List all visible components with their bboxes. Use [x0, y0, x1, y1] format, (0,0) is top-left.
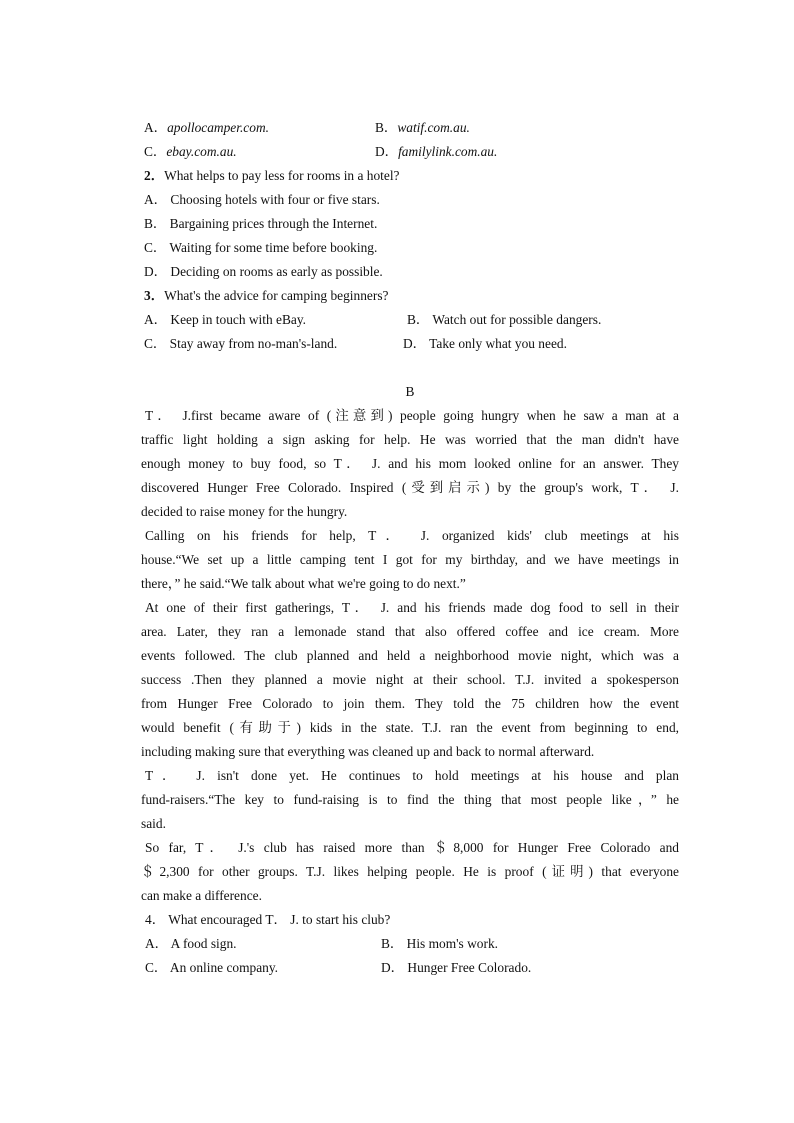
q4-option-d: D． Hunger Free Colorado. — [381, 960, 532, 975]
passage-line: So far, T． J.'s club has raised more than ＄8,000 for Hunger Free Colorado and — [145, 840, 679, 855]
q2-option-d: D． Deciding on rooms as early as possible. — [144, 264, 383, 279]
passage-line: house.“We set up a little camping tent I got for my birthday, and we have meetings in — [141, 552, 679, 567]
q1-option-a-label: A． — [144, 120, 168, 135]
q1-option-b — [375, 119, 470, 137]
passage-line: would benefit (有助于) kids in the state. T.J. ran the event from beginning to end, — [141, 720, 679, 735]
q2-stem — [144, 167, 400, 185]
q2-option-a: A． Choosing hotels with four or five stars. — [144, 192, 380, 207]
passage-b-heading: B — [405, 384, 415, 399]
q3-option-c: C． Stay away from no-man's-land. — [144, 336, 338, 351]
passage-line: area. Later, they ran a lemonade stand that also offered coffee and ice cream. More — [141, 624, 679, 639]
passage-line: said. — [141, 816, 166, 831]
q3-option-d: D． Take only what you need. — [403, 336, 567, 351]
q1-option-b-text: watif.com.au. — [397, 120, 470, 135]
q4-option-a: A． A food sign. — [145, 936, 237, 951]
passage-line: can make a difference. — [141, 888, 262, 903]
q1-option-c-text: ebay.com.au. — [166, 144, 237, 159]
q3-number: 3． — [144, 288, 165, 303]
q1-option-d — [375, 143, 497, 161]
q4-option-b: B． His mom's work. — [381, 936, 498, 951]
passage-line: T． J.first became aware of (注意到) people going hungry when he saw a man at a — [145, 408, 679, 423]
passage-line: T． J. isn't done yet. He continues to hold meetings at his house and plan — [145, 768, 679, 783]
q1-option-d-text: familylink.com.au. — [398, 144, 498, 159]
q4-option-c: C． An online company. — [145, 960, 279, 975]
passage-line: discovered Hunger Free Colorado. Inspired (受到启示) by the group's work, T． J. — [141, 480, 679, 495]
passage-line: there，” he said.“We talk about what we're going to do next.” — [141, 576, 466, 591]
passage-line: decided to raise money for the hungry. — [141, 504, 348, 519]
passage-line: from Hunger Free Colorado to join them. They told the 75 children how the event — [141, 696, 679, 711]
q1-option-c — [144, 143, 237, 161]
q3-option-b: B． Watch out for possible dangers. — [407, 312, 602, 327]
passage-line: At one of their first gatherings, T． J. and his friends made dog food to sell in their — [145, 600, 679, 615]
q1-option-d-label: D． — [375, 144, 399, 159]
q1-option-b-label: B． — [375, 120, 398, 135]
q4-stem: 4． What encouraged T． J. to start his club? — [145, 912, 391, 927]
q2-number: 2． — [144, 168, 165, 183]
passage-line: including making sure that everything was cleaned up and back to normal afterward. — [141, 744, 595, 759]
passage-line: Calling on his friends for help, T． J. organized kids' club meetings at his — [145, 528, 679, 543]
passage-line: traffic light holding a sign asking for help. He was worried that the man didn't have — [141, 432, 679, 447]
q3-stem — [144, 287, 388, 305]
q3-stem-text: What's the advice for camping beginners? — [164, 288, 389, 303]
q1-option-a — [144, 119, 269, 137]
q2-option-c: C． Waiting for some time before booking. — [144, 240, 378, 255]
passage-line: ＄2,300 for other groups. T.J. likes helping people. He is proof (证明) that everyone — [141, 864, 679, 879]
passage-line: events followed. The club planned and held a neighborhood movie night, which was a — [141, 648, 679, 663]
passage-line: fund-raisers.“The key to fund-raising is to find the thing that most people like，” he — [141, 792, 679, 807]
q1-option-a-text: apollocamper.com. — [167, 120, 269, 135]
q1-option-c-label: C． — [144, 144, 167, 159]
q2-option-b: B． Bargaining prices through the Internet. — [144, 216, 378, 231]
q2-stem-text: What helps to pay less for rooms in a hotel? — [164, 168, 400, 183]
passage-line: success .Then they planned a movie night at their school. T.J. invited a spokesperson — [141, 672, 679, 687]
passage-line: enough money to buy food, so T． J. and his mom looked online for an answer. They — [141, 456, 679, 471]
q3-option-a: A． Keep in touch with eBay. — [144, 312, 307, 327]
